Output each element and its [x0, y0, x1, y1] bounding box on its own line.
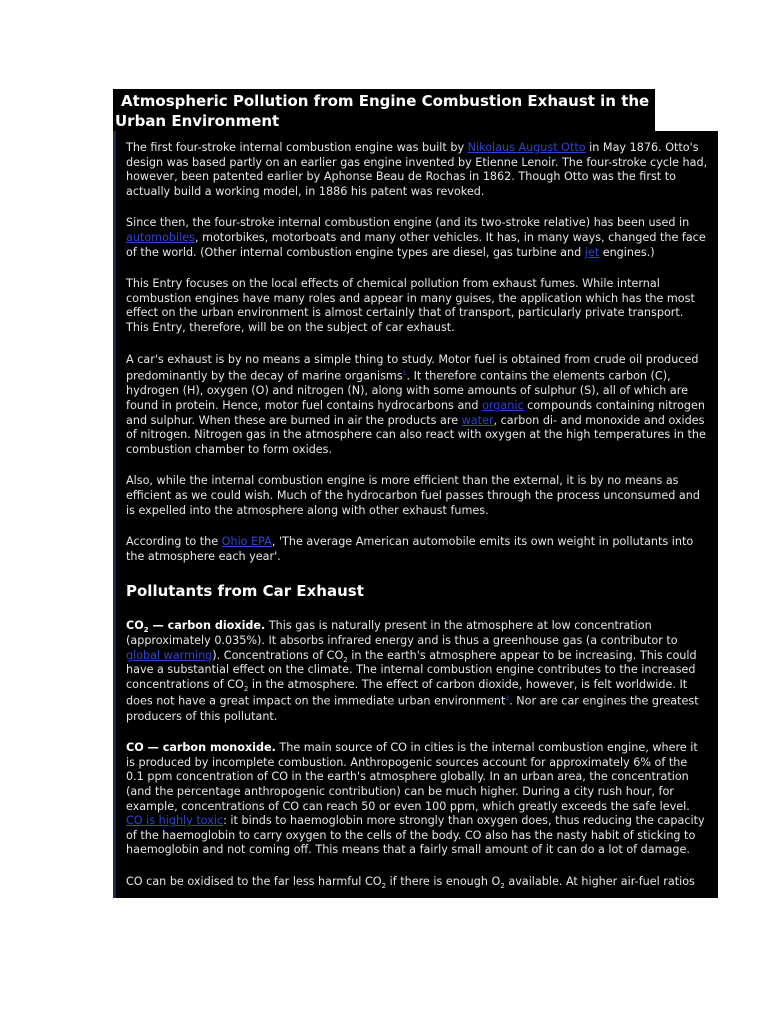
text: . Nor are car engines the greatest producers of this pollutant.: [126, 695, 699, 723]
co-label: CO — carbon monoxide.: [126, 741, 276, 755]
co2-label: [126, 619, 266, 635]
paragraph-otto: [126, 141, 708, 199]
text: A car's exhaust is by no means a simple thing to study. Motor fuel is obtained from crude oil produced predominantly by the decay of marine organisms: [126, 352, 699, 383]
text: Since then, the four-stroke internal combustion engine (and its two-stroke relative) has been used in: [126, 216, 690, 230]
text: — carbon dioxide.: [148, 619, 266, 633]
text: ). Concentrations of CO: [212, 648, 344, 662]
text: The main source of CO in cities is the internal combustion engine, where it is produced by incomplete combustion. Anthropogenic sources account for approximately 6% of the 0.1 ppm concentration of CO in the earth's atmosphere globally. In an urban area, the concentration (and the percentage anthropogenic contribution) can be much higher. During a city rush hour, for example, concentrations of CO can reach 50 or even 100 ppm, which greatly exceeds the safe level.: [126, 741, 698, 813]
subscript: 2: [343, 655, 348, 664]
subscript: 2: [143, 626, 149, 635]
link-co-toxic[interactable]: CO is highly toxic: [126, 814, 224, 828]
paragraph-focus: This Entry focuses on the local effects of chemical pollution from exhaust fumes. While internal combustion engines have many roles and appear in many guises, the application which has the most effect on the urban environment is almost certainly that of transport, particularly private transport. This Entry, therefore, will be on the subject of car exhaust.: [126, 277, 695, 334]
link-jet[interactable]: jet: [584, 245, 600, 259]
paragraph-co: [126, 741, 708, 858]
text: engines.): [599, 245, 655, 259]
paragraph-efficiency: Also, while the internal combustion engine is more efficient than the external, it is by no means as efficient as we could wish. Much of the hydrocarbon fuel passes through the process unconsumed and is expelled into the atmosphere along with other exhaust fumes.: [126, 474, 700, 517]
text: This gas is naturally present in the atmosphere at low concentration (approximately 0.035%). It absorbs infrared energy and is thus a greenhouse gas (a contributor to: [126, 619, 678, 647]
subscript: 2: [243, 685, 249, 693]
footnote-2[interactable]: 2: [505, 695, 510, 703]
text: compounds containing nitrogen and sulphur. When these are burned in air the products are: [126, 399, 705, 427]
link-global-warming[interactable]: global warming: [126, 648, 213, 662]
link-water[interactable]: water: [461, 413, 494, 427]
paragraph-since-then: [126, 216, 708, 260]
paragraph-co-oxidised: [126, 875, 708, 890]
paragraph-exhaust: [126, 353, 708, 458]
text: in May 1876. Otto's design was based partly on an earlier gas engine invented by Etienne Lenoir. The four-stroke cycle had, however, been patented earlier by Aphonse Beau de Rochas in 1862. Though Otto was the first to actually build a working model, in 1886 his patent was revoked.: [126, 141, 708, 198]
subscript: 2: [381, 882, 387, 891]
text: CO can be oxidised to the far less harmful CO: [126, 875, 382, 889]
section-heading: Pollutants from Car Exhaust: [126, 582, 364, 601]
link-ohio-epa[interactable]: Ohio EPA: [221, 535, 272, 549]
text: , carbon di- and monoxide and oxides of nitrogen. Nitrogen gas in the atmosphere can also react with oxygen at the high temperatures in the combustion chamber to form oxides.: [126, 413, 706, 456]
link-automobiles[interactable]: automobiles: [126, 230, 195, 244]
text: . It therefore contains the elements carbon (C), hydrogen (H), oxygen (O) and nitrogen (N), along with some amounts of sulphur (S), all of which are found in protein. Hence, motor fuel contains hydrocarbons and: [126, 369, 688, 413]
text: The first four-stroke internal combustion engine was built by: [126, 141, 468, 154]
text: in the earth's atmosphere appear to be increasing. This could have a substantial effect on the climate. The internal combustion engine contributes to the increased concentrations of CO: [126, 648, 697, 691]
paragraph-epa: [126, 535, 708, 564]
link-organic[interactable]: organic: [482, 399, 524, 413]
page-title: Atmospheric Pollution from Engine Combustion Exhaust in the Urban Environment: [115, 92, 650, 130]
text: , 'The average American automobile emits its own weight in pollutants into the atmosphere each year'.: [126, 535, 694, 563]
article-body: [113, 131, 718, 898]
text: , motorbikes, motorboats and many other vehicles. It has, in many ways, changed the face of the world. (Other internal combustion engine types are diesel, gas turbine and: [126, 230, 706, 259]
text: if there is enough O: [386, 875, 501, 889]
text: : it binds to haemoglobin more strongly than oxygen does, thus reducing the capacity of the haemoglobin to carry oxygen to the cells of the body. CO also has the nasty habit of sticking to haemoglobin and not coming off. This means that a fairly small amount of it can do a lot of damage.: [126, 814, 705, 857]
link-otto[interactable]: Nikolaus August Otto: [467, 141, 586, 154]
subscript: 2: [500, 882, 505, 891]
text: available. At higher air-fuel ratios: [504, 875, 695, 889]
text: CO: [126, 619, 144, 633]
paragraph-co2: [126, 619, 708, 724]
footnote-1[interactable]: 1: [402, 370, 407, 378]
text: According to the: [126, 535, 222, 549]
text: in the atmosphere. The effect of carbon dioxide, however, is felt worldwide. It does not have a great impact on the immediate urban environment: [126, 677, 688, 709]
title-box: [113, 89, 655, 131]
